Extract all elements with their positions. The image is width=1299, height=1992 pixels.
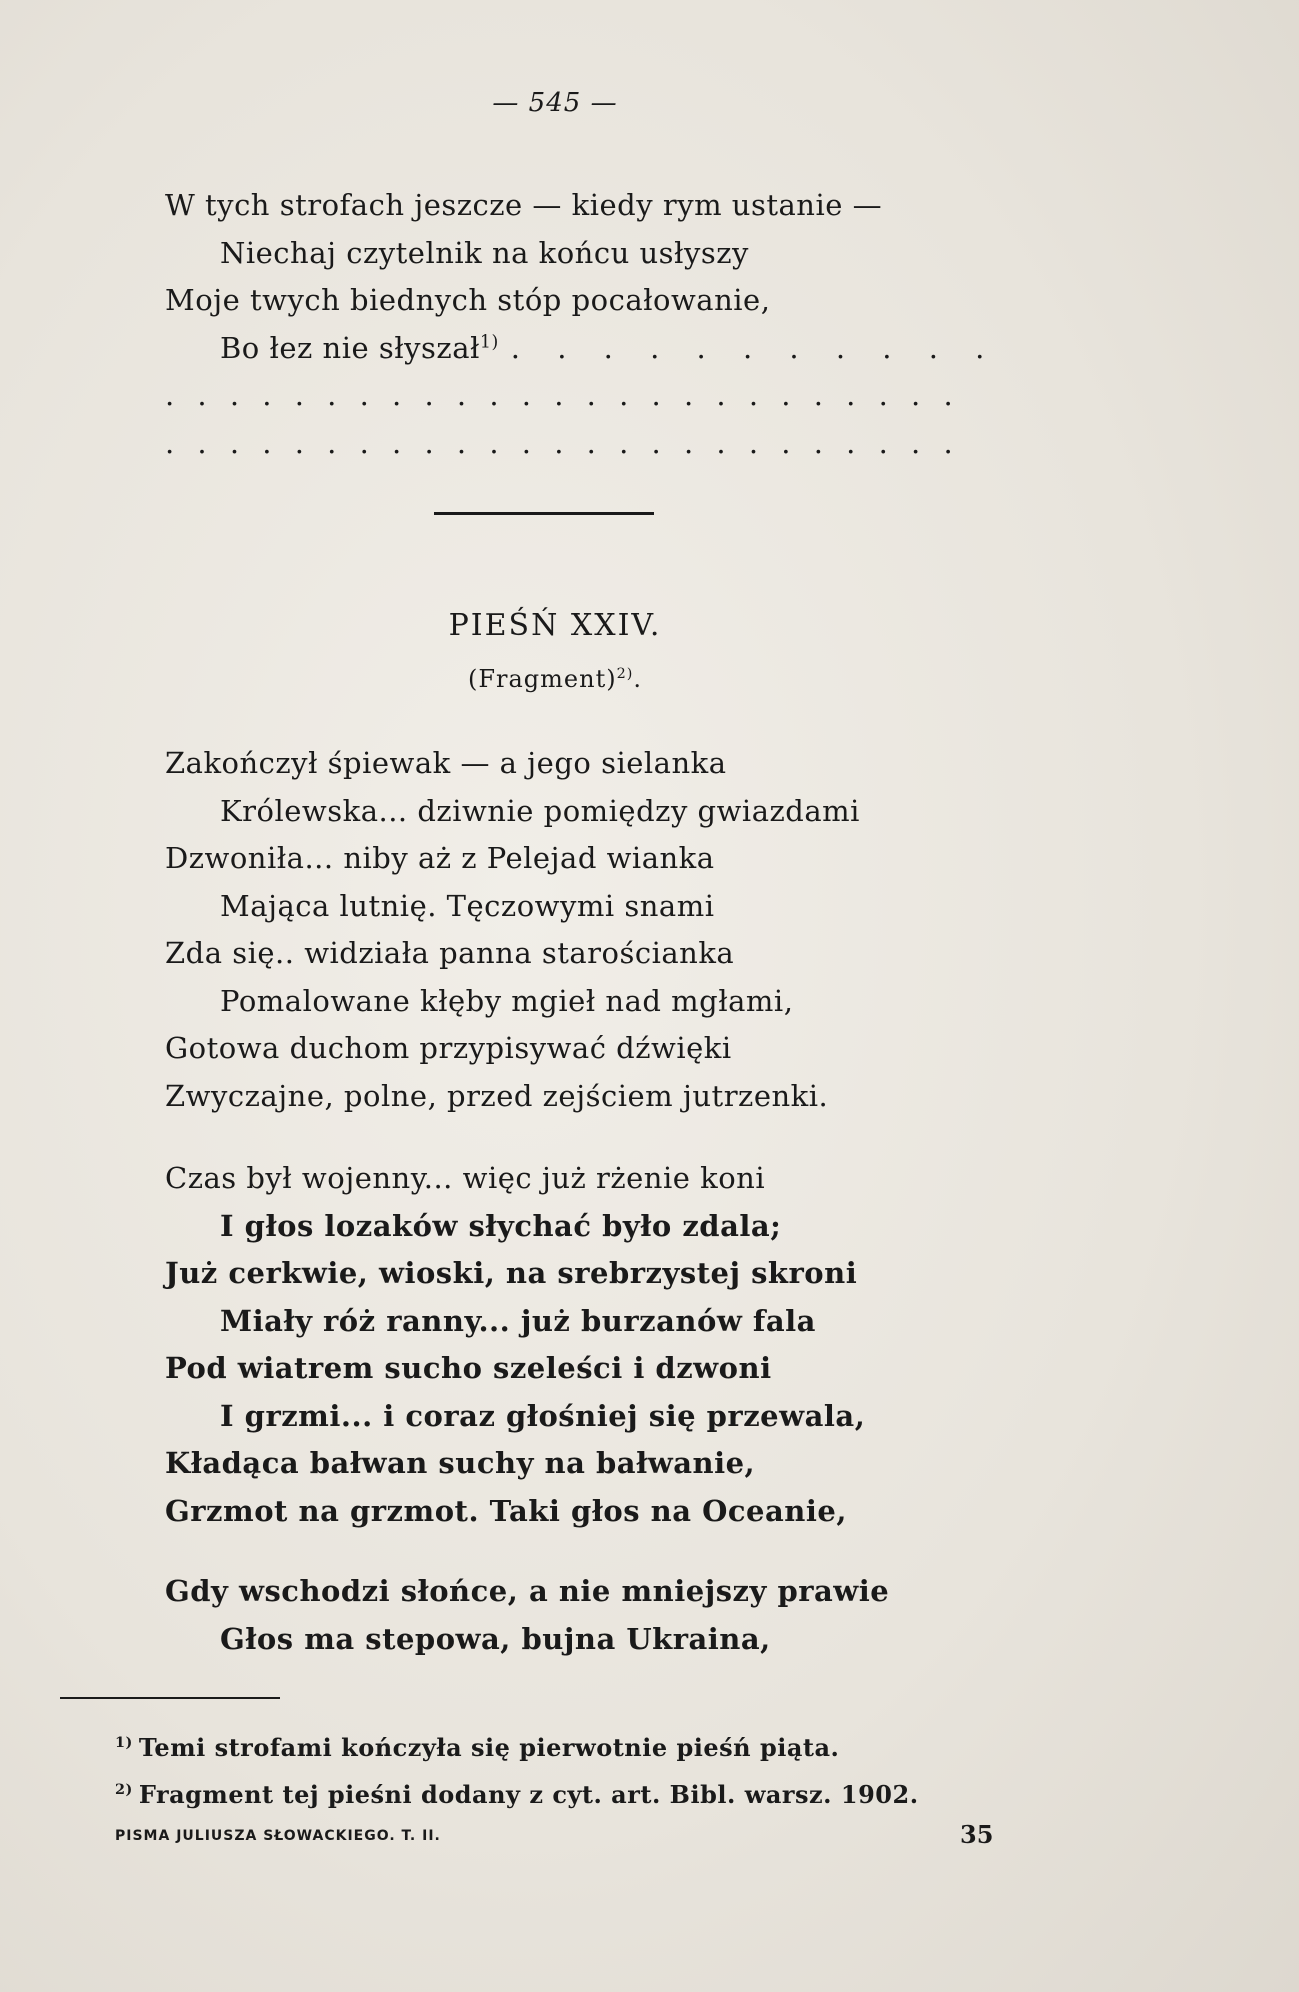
sheet-number: 35 xyxy=(960,1820,994,1849)
verse-line: I głos lozaków słychać było zdala; xyxy=(220,1208,782,1243)
footnote-2 xyxy=(115,1769,919,1816)
dot-row: . . . . . . . . . . . . . . . . . . . . . . . . . xyxy=(165,378,960,412)
song-subtitle-text: (Fragment) xyxy=(467,665,617,693)
verse-line: Pomalowane kłęby mgieł nad mgłami, xyxy=(220,983,794,1018)
verse-line: I grzmi... i coraz głośniej się przewala, xyxy=(220,1398,866,1433)
dot-row: . . . . . . . . . . . . . . . . . . . . . . . . . xyxy=(165,425,960,460)
song-title: PIEŚŃ XXIV. xyxy=(448,608,662,643)
verse-line: Dzwoniła... niby aż z Pelejad wianka xyxy=(165,841,715,875)
stanza-2 xyxy=(165,1155,865,1535)
footnotes xyxy=(115,1722,919,1816)
stanza-top xyxy=(165,182,998,467)
ellipsis-dots: . . . . . . . . . . . xyxy=(510,330,999,365)
verse-line: Niechaj czytelnik na końcu usłyszy xyxy=(220,235,749,270)
footnote-mark: 2) xyxy=(115,1781,133,1798)
verse-line: Czas był wojenny... więc już rżenie koni xyxy=(165,1161,766,1195)
stanza-1 xyxy=(165,740,860,1120)
verse-line: W tych strofach jeszcze — kiedy rym ustanie — xyxy=(165,188,883,222)
verse-line: Zda się.. widziała panna starościanka xyxy=(165,936,735,970)
footnote-divider xyxy=(60,1697,280,1699)
verse-line-last xyxy=(165,325,998,373)
song-subtitle-end: . xyxy=(633,665,642,693)
song-subtitle xyxy=(0,665,1110,693)
footnote-ref-2: 2) xyxy=(616,666,634,682)
footnote-ref-1: 1) xyxy=(479,331,499,352)
verse-line: Królewska... dziwnie pomiędzy gwiazdami xyxy=(220,793,860,828)
verse-line: Pod wiatrem sucho szeleści i dzwoni xyxy=(165,1351,772,1385)
footnote-text: Fragment tej pieśni dodany z cyt. art. Bibl. warsz. 1902. xyxy=(138,1780,919,1809)
verse-line-text: Bo łez nie słyszał xyxy=(220,330,480,365)
section-divider xyxy=(434,512,654,515)
page-number: — 545 — xyxy=(492,88,618,118)
verse-line: Gdy wschodzi słońce, a nie mniejszy prawie xyxy=(165,1574,890,1608)
verse-line: Głos ma stepowa, bujna Ukraina, xyxy=(220,1621,771,1656)
signature-title: PISMA JULIUSZA SŁOWACKIEGO. T. II. xyxy=(115,1828,441,1844)
stanza-3 xyxy=(165,1568,889,1663)
verse-line: Gotowa duchom przypisywać dźwięki xyxy=(165,1031,732,1065)
verse-line: Moje twych biednych stóp pocałowanie, xyxy=(165,283,771,317)
footnote-text: Temi strofami kończyła się pierwotnie pieśń piąta. xyxy=(138,1733,840,1762)
verse-line: Mająca lutnię. Tęczowymi snami xyxy=(220,888,715,923)
verse-line: Zakończył śpiewak — a jego sielanka xyxy=(165,746,727,780)
footnote-mark: 1) xyxy=(115,1734,133,1751)
verse-line: Miały róż ranny... już burzanów fala xyxy=(220,1303,816,1338)
verse-line: Kładąca bałwan suchy na bałwanie, xyxy=(165,1446,756,1480)
verse-line: Zwyczajne, polne, przed zejściem jutrzenki. xyxy=(165,1078,829,1113)
verse-line: Już cerkwie, wioski, na srebrzystej skroni xyxy=(165,1256,858,1290)
footnote-1 xyxy=(115,1722,919,1769)
verse-line: Grzmot na grzmot. Taki głos na Oceanie, xyxy=(165,1493,847,1528)
